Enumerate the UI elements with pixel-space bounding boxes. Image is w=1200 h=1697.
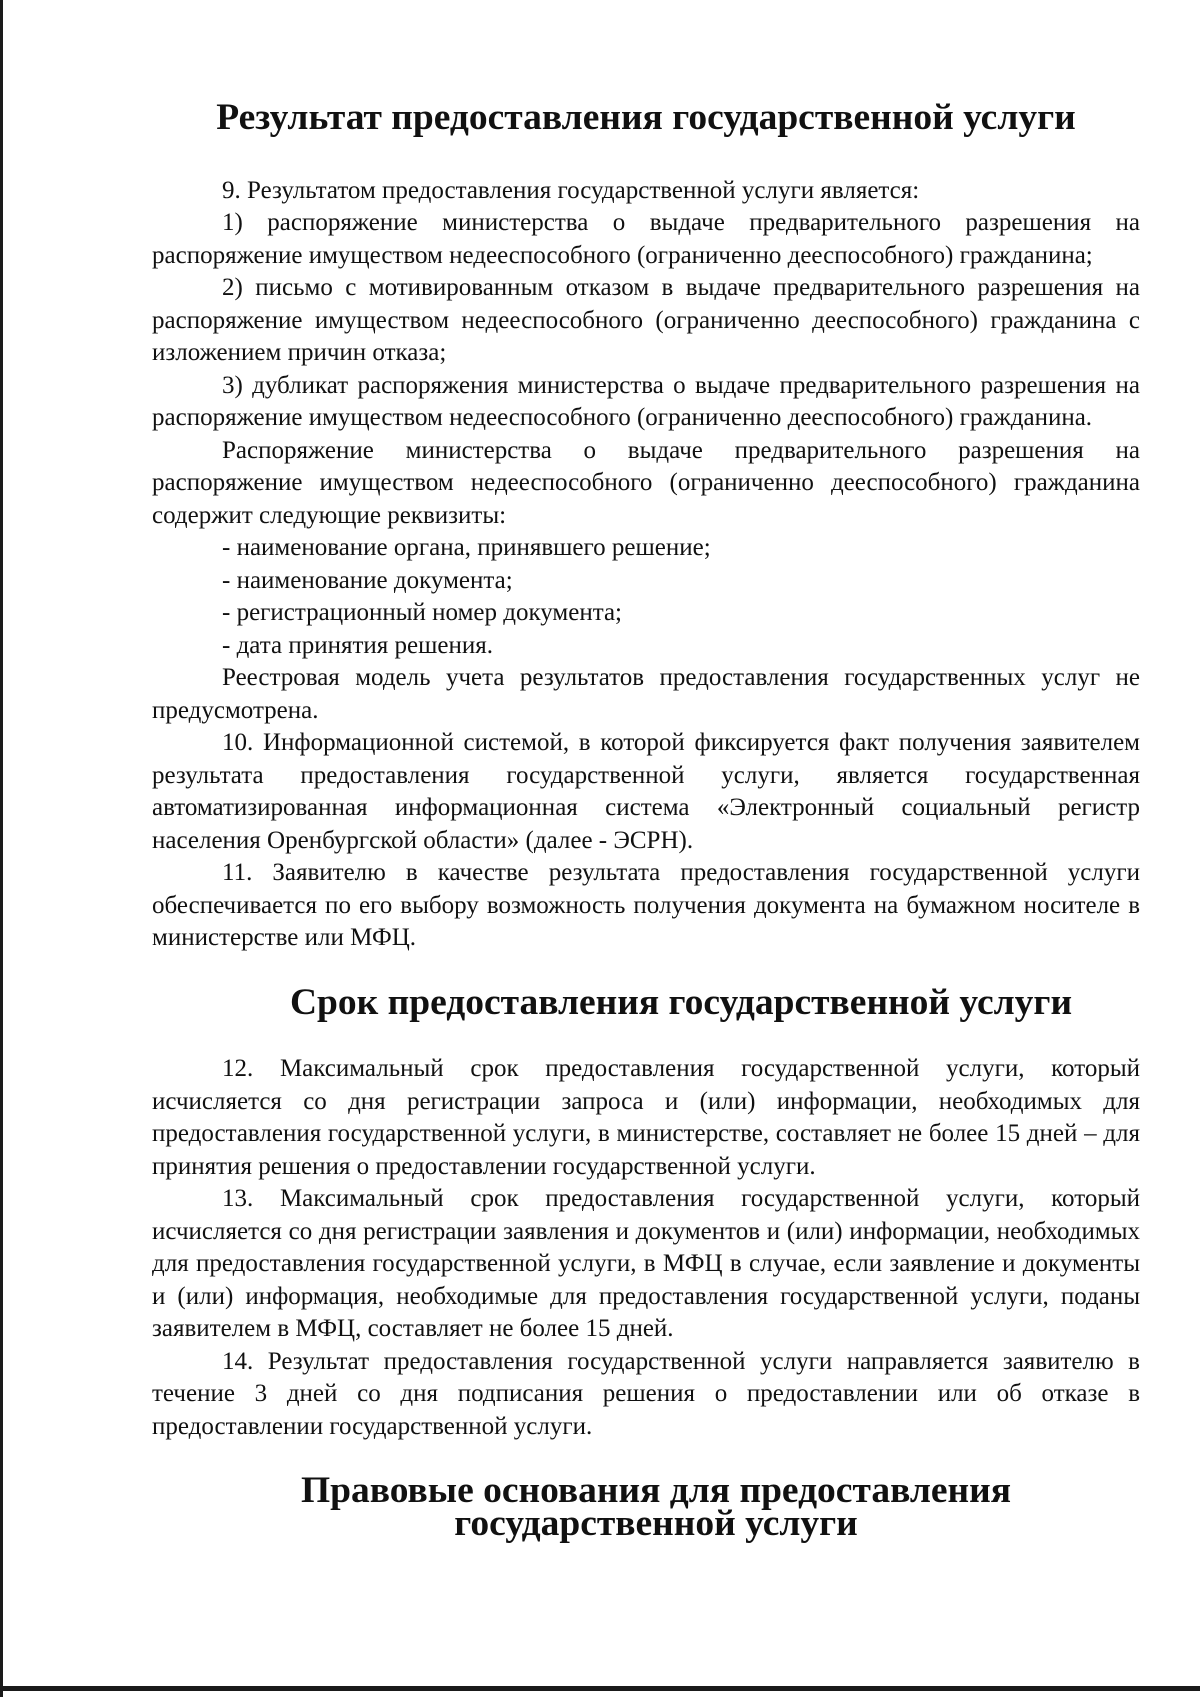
requisite-item: - наименование документа; [222, 566, 513, 594]
result-item-3: 3) дубликат распоряжения министерства о выдаче предварительного разрешения на распоряжение имуществом недееспособного (ограниченно дееспособного) гражданина. [152, 371, 1140, 431]
paragraph-9: 9. Результатом предоставления государственной услуги является: [222, 176, 920, 204]
paragraph-10: 10. Информационной системой, в которой фиксируется факт получения заявителем результата предоставления государственной услуги, является государственная автоматизированная информационная система «Электронный социальный регистр населения Оренбургской области» (далее - ЭСРН). [152, 729, 1140, 854]
scan-left-edge [0, 0, 3, 1697]
requisites-intro: Распоряжение министерства о выдаче предварительного разрешения на распоряжение имуществом недееспособного (ограниченно дееспособного) гражданина содержит следующие реквизиты: [152, 436, 1140, 529]
heading-term: Срок предоставления государственной услуги [289, 981, 1073, 1023]
heading-result: Результат предоставления государственной услуги [216, 97, 1076, 138]
document-page [152, 97, 1140, 1544]
heading-legal: Правовые основания для предоставления государственной услуги [300, 1470, 1012, 1544]
requisite-item: - регистрационный номер документа; [222, 599, 622, 626]
result-item-2: 2) письмо с мотивированным отказом в выдаче предварительного разрешения на распоряжение имуществом недееспособного (ограниченно дееспособного) гражданина с изложением причин отказа; [152, 274, 1140, 366]
paragraph-11: 11. Заявителю в качестве результата предоставления государственной услуги обеспечивается по его выбору возможность получения документа на бумажном носителе в министерстве или МФЦ. [152, 859, 1140, 951]
paragraph-13: 13. Максимальный срок предоставления государственной услуги, который исчисляется со дня регистрации заявления и документов и (или) информации, необходимых для предоставления государственной услуги, в МФЦ в случае, если заявление и документы и (или) информация, необходимые для предоставления государственной услуги, поданы заявителем в МФЦ, составляет не более 15 дней. [152, 1185, 1140, 1342]
registry-note: Реестровая модель учета результатов предоставления государственных услуг не предусмотрена. [152, 664, 1140, 724]
paragraph-12: 12. Максимальный срок предоставления государственной услуги, который исчисляется со дня регистрации запроса и (или) информации, необходимых для предоставления государственной услуги, в министерстве, составляет не более 15 дней – для принятия решения о предоставлении государственной услуги. [152, 1055, 1140, 1180]
scan-bottom-edge [0, 1686, 1200, 1691]
paragraph-14: 14. Результат предоставления государственной услуги направляется заявителю в течение 3 дней со дня подписания решения о предоставлении или об отказе в предоставлении государственной услуги. [152, 1347, 1140, 1440]
result-item-1: 1) распоряжение министерства о выдаче предварительного разрешения на распоряжение имуществом недееспособного (ограниченно дееспособного) гражданина; [152, 209, 1140, 269]
requisite-item: - наименование органа, принявшего решение; [222, 534, 711, 561]
requisite-item: - дата принятия решения. [222, 631, 493, 659]
